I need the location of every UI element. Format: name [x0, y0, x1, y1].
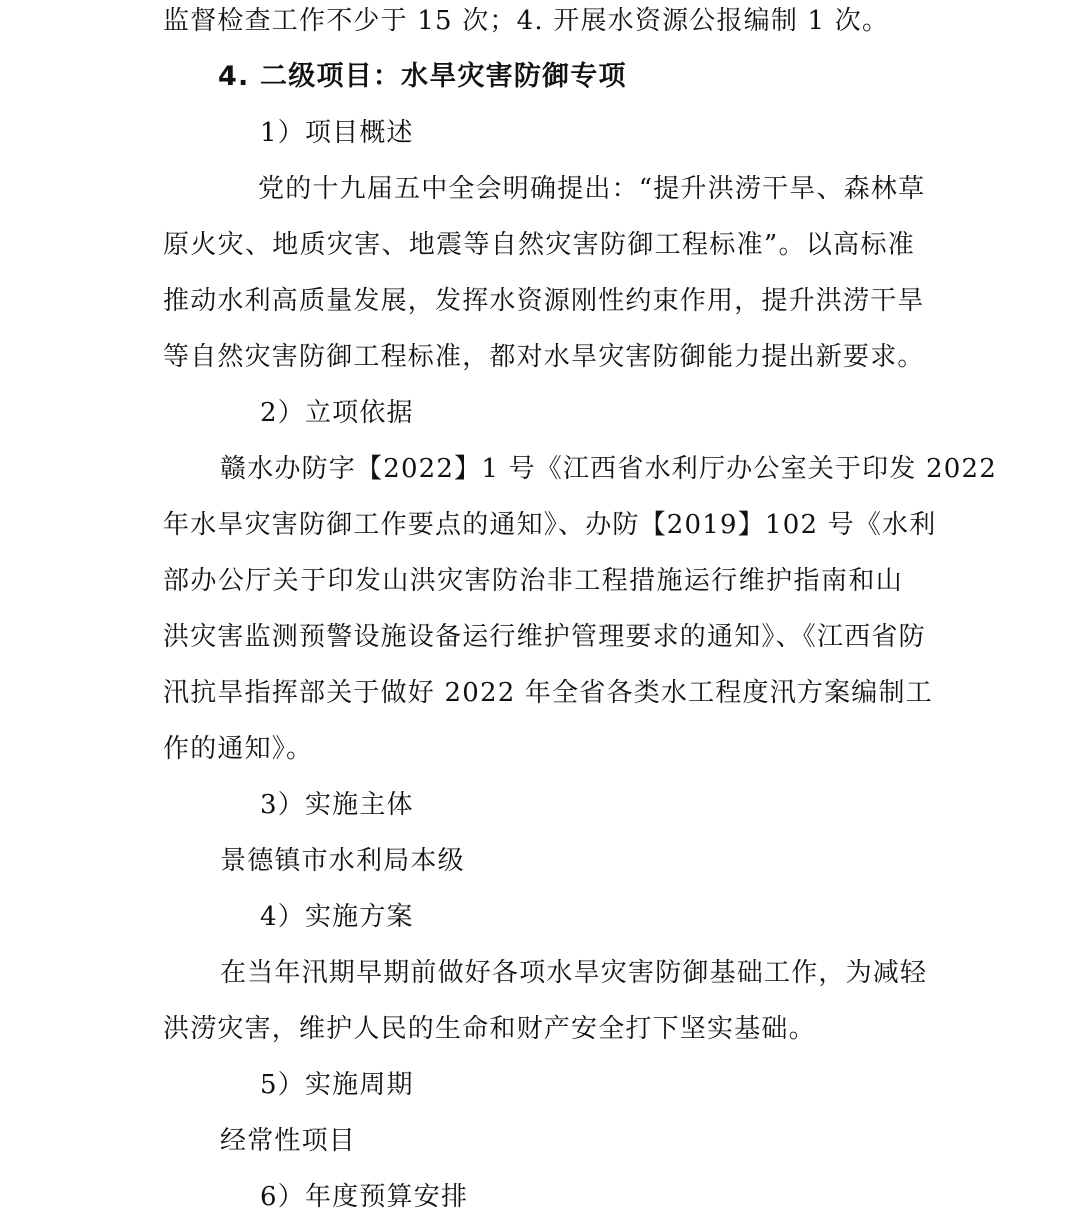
- paragraph-line: 等自然灾害防御工程标准，都对水旱灾害防御能力提出新要求。: [163, 342, 925, 372]
- subsection-heading: 1）项目概述: [260, 118, 414, 148]
- subsection-heading: 3）实施主体: [260, 790, 414, 820]
- paragraph-line: 洪灾害监测预警设施设备运行维护管理要求的通知》、《江西省防: [163, 622, 926, 652]
- paragraph-line: 监督检查工作不少于 15 次；4. 开展水资源公报编制 1 次。: [163, 6, 890, 36]
- subsection-heading: 2）立项依据: [260, 398, 414, 428]
- section-heading: 4. 二级项目：水旱灾害防御专项: [218, 61, 627, 92]
- paragraph-line: 汛抗旱指挥部关于做好 2022 年全省各类水工程度汛方案编制工: [163, 678, 933, 708]
- paragraph-line: 部办公厅关于印发山洪灾害防治非工程措施运行维护指南和山: [163, 566, 903, 596]
- paragraph-line: 洪涝灾害，维护人民的生命和财产安全打下坚实基础。: [163, 1014, 816, 1044]
- subsection-heading: 5）实施周期: [260, 1070, 414, 1100]
- paragraph-line: 党的十九届五中全会明确提出：“提升洪涝干旱、森林草: [258, 174, 926, 204]
- subsection-heading: 6）年度预算安排: [260, 1182, 469, 1212]
- subsection-heading: 4）实施方案: [260, 902, 414, 932]
- paragraph-line: 经常性项目: [220, 1126, 357, 1156]
- paragraph-line: 推动水利高质量发展，发挥水资源刚性约束作用，提升洪涝干旱: [163, 286, 925, 316]
- paragraph-line: 作的通知》。: [163, 734, 314, 764]
- paragraph-line: 景德镇市水利局本级: [220, 846, 465, 876]
- paragraph-line: 原火灾、地质灾害、地震等自然灾害防御工程标准”。以高标准: [163, 230, 915, 260]
- paragraph-line: 在当年汛期早期前做好各项水旱灾害防御基础工作，为减轻: [220, 958, 928, 988]
- paragraph-line: 年水旱灾害防御工作要点的通知》、办防【2019】102 号《水利: [163, 510, 937, 540]
- paragraph-line: 赣水办防字【2022】1 号《江西省水利厅办公室关于印发 2022: [220, 454, 998, 484]
